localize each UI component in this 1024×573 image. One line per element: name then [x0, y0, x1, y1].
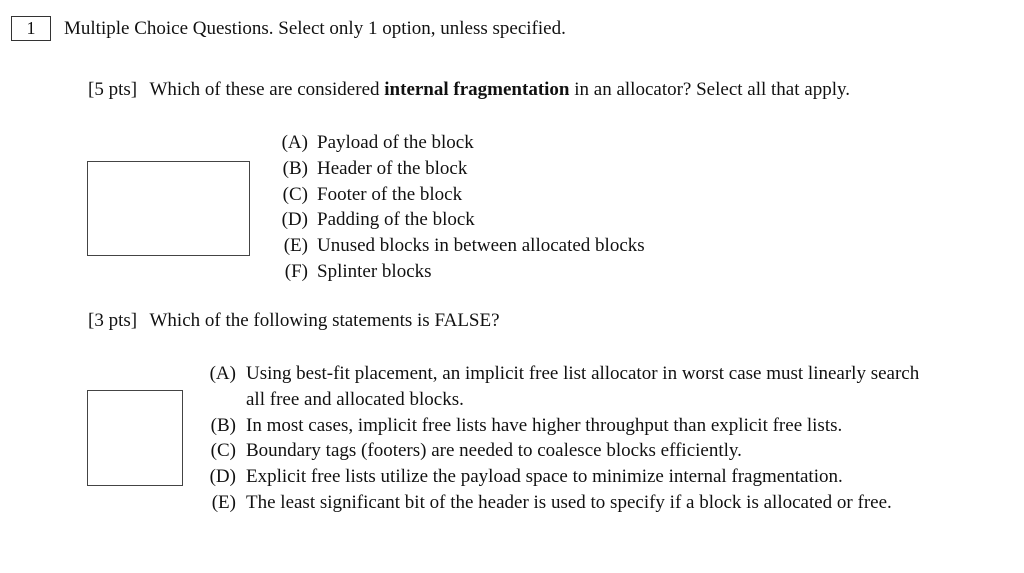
- question-2-prompt: [88, 310, 500, 332]
- option-text: Using best-fit placement, an implicit free list allocator in worst case must linearly search all free and allocated blocks.: [246, 363, 920, 410]
- option-text: The least significant bit of the header is used to specify if a block is allocated or free.: [246, 491, 892, 513]
- question-2-option-d: [206, 464, 936, 490]
- option-letter: (E): [283, 235, 308, 257]
- option-text: Splinter blocks: [317, 260, 432, 282]
- question-1-option-d: [278, 207, 645, 233]
- question-1-option-c: [278, 182, 645, 208]
- question-1-option-e: [278, 233, 645, 259]
- question-2-option-c: [206, 438, 936, 464]
- option-text: Footer of the block: [317, 183, 463, 205]
- option-letter: (B): [210, 414, 236, 436]
- question-2-points: [3 pts]: [88, 310, 138, 331]
- option-letter: (A): [209, 363, 236, 384]
- question-1-option-a: [278, 130, 645, 156]
- option-letter: (E): [211, 491, 236, 513]
- question-1-options: [278, 130, 645, 285]
- question-2-text: Which of the following statements is FALSE?: [149, 310, 500, 331]
- question-1-prompt: [88, 79, 850, 101]
- question-1-text-bold: internal fragmentation: [384, 79, 570, 100]
- option-text: In most cases, implicit free lists have higher throughput than explicit free lists.: [246, 414, 843, 436]
- option-text: Padding of the block: [317, 209, 475, 231]
- question-2-option-b: [206, 413, 936, 439]
- question-1-points: [5 pts]: [88, 79, 138, 100]
- question-1-option-b: [278, 156, 645, 182]
- option-letter: (C): [210, 440, 236, 462]
- question-1-answer-box[interactable]: [87, 161, 250, 256]
- question-1-option-f: [278, 259, 645, 285]
- option-text: Payload of the block: [317, 132, 474, 153]
- option-text: Header of the block: [317, 157, 468, 179]
- option-text: Explicit free lists utilize the payload space to minimize internal fragmentation.: [246, 466, 843, 488]
- question-1-text-before: Which of these are considered: [149, 79, 380, 100]
- option-letter: (F): [284, 260, 308, 282]
- option-letter: (D): [209, 466, 236, 488]
- section-header: [11, 16, 566, 41]
- question-2-options: [206, 361, 936, 516]
- question-2-option-e: [206, 490, 936, 516]
- option-text: Boundary tags (footers) are needed to coalesce blocks efficiently.: [246, 440, 742, 462]
- option-letter: (A): [281, 132, 308, 153]
- section-number: 1: [11, 16, 51, 41]
- option-letter: (B): [282, 157, 308, 179]
- question-1-text-after: in an allocator? Select all that apply.: [574, 79, 850, 100]
- question-2-option-a: [206, 361, 936, 413]
- option-text: Unused blocks in between allocated blocks: [317, 235, 645, 257]
- option-letter: (C): [282, 183, 308, 205]
- section-title: Multiple Choice Questions. Select only 1 option, unless specified.: [64, 17, 566, 39]
- question-2-answer-box[interactable]: [87, 390, 183, 486]
- option-letter: (D): [281, 209, 308, 231]
